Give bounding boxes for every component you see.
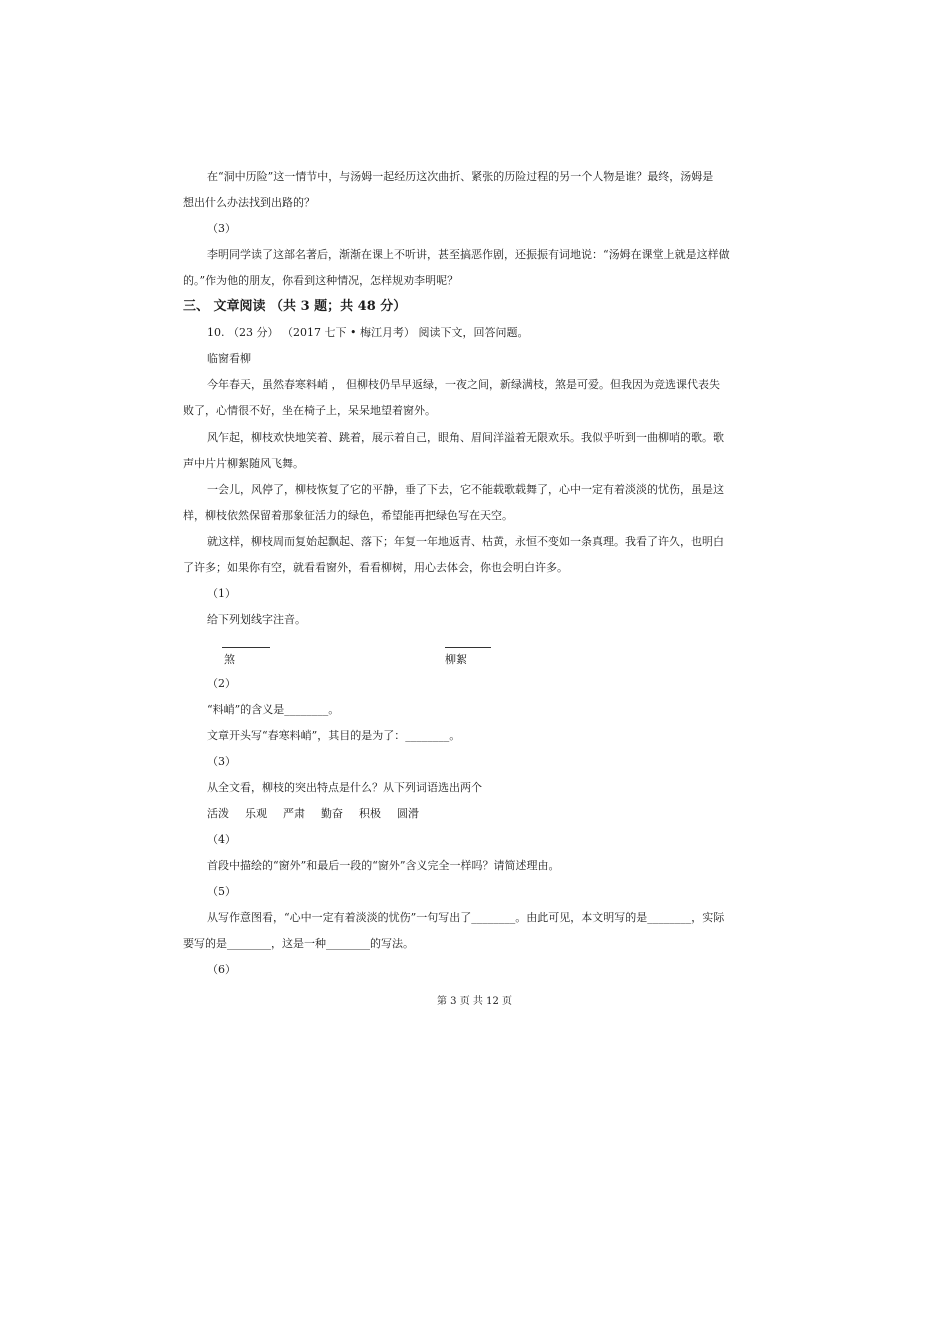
word-option: 严肃 xyxy=(283,807,305,820)
question-text: 文章开头写“春寒料峭”，其目的是为了：________。 xyxy=(207,729,461,742)
answer-blank xyxy=(445,647,491,648)
question-text: 从全文看，柳枝的突出特点是什么？从下列词语选出两个 xyxy=(207,781,482,794)
question-text: 的。”作为他的朋友，你看到这种情况，怎样规劝李明呢？ xyxy=(183,274,459,287)
sub-question-number: （4） xyxy=(207,833,236,846)
passage-paragraph: 败了，心情很不好，坐在椅子上，呆呆地望着窗外。 xyxy=(183,404,436,417)
question-text: 从写作意图看，“心中一定有着淡淡的忧伤”一句写出了________。由此可见，本文明写的是________，实际 xyxy=(207,911,725,924)
question-text: 李明同学读了这部名著后，渐渐在课上不听讲，甚至搞恶作剧，还振振有词地说：“汤姆在课堂上就是这样做 xyxy=(207,248,730,261)
question-text: 在“洞中历险”这一情节中，与汤姆一起经历这次曲折、紧张的历险过程的另一个人物是谁？最终，汤姆是 xyxy=(207,170,714,183)
pinyin-word: 柳絮 xyxy=(445,653,467,666)
question-text: 想出什么办法找到出路的？ xyxy=(183,196,315,209)
sub-question-number: （6） xyxy=(207,963,236,976)
sub-question-number: （3） xyxy=(207,755,236,768)
word-option: 积极 xyxy=(359,807,381,820)
question-header: 10. （23 分） （2017 七下 • 梅江月考） 阅读下文，回答问题。 xyxy=(207,326,529,339)
passage-paragraph: 今年春天，虽然春寒料峭 ， 但柳枝仍旱早返绿，一夜之间，新绿满枝，煞是可爱。但我因为竞选课代表失 xyxy=(207,378,720,391)
passage-paragraph: 了许多；如果你有空，就看看窗外，看看柳树，用心去体会，你也会明白许多。 xyxy=(183,561,568,574)
question-text: “料峭”的含义是________。 xyxy=(207,703,340,716)
answer-blank xyxy=(222,647,270,648)
passage-paragraph: 样，柳枝依然保留着那象征活力的绿色，希望能再把绿色写在天空。 xyxy=(183,509,513,522)
passage-paragraph: 声中片片柳絮随风飞舞。 xyxy=(183,457,304,470)
passage-paragraph: 风乍起，柳枝欢快地笑着、跳着，展示着自己，眼角、眉间洋溢着无限欢乐。我似乎听到一曲柳哨的歌。歌 xyxy=(207,431,724,444)
passage-paragraph: 就这样，柳枝周而复始起飘起、落下；年复一年地返青、枯黄，永恒不变如一条真理。我看了许久，也明白 xyxy=(207,535,724,548)
question-text: 给下列划线字注音。 xyxy=(207,613,306,626)
word-option: 活泼 xyxy=(207,807,229,820)
question-text: 要写的是________，这是一种________的写法。 xyxy=(183,937,414,950)
page-number: 第 3 页 共 12 页 xyxy=(437,996,512,1007)
word-option: 圆滑 xyxy=(397,807,419,820)
sub-question-number: （3） xyxy=(207,222,236,235)
pinyin-word: 煞 xyxy=(224,653,235,666)
word-option: 乐观 xyxy=(245,807,267,820)
word-option: 勤奋 xyxy=(321,807,343,820)
sub-question-number: （5） xyxy=(207,885,236,898)
passage-paragraph: 一会儿，风停了，柳枝恢复了它的平静，垂了下去，它不能载歌载舞了，心中一定有着淡淡的忧伤，虽是这 xyxy=(207,483,724,496)
section-heading: 三、 文章阅读 （共 3 题；共 48 分） xyxy=(183,299,407,314)
question-text: 首段中描绘的“窗外”和最后一段的“窗外”含义完全一样吗？请简述理由。 xyxy=(207,859,560,872)
passage-title: 临窗看柳 xyxy=(207,352,251,365)
sub-question-number: （1） xyxy=(207,587,236,600)
sub-question-number: （2） xyxy=(207,677,236,690)
